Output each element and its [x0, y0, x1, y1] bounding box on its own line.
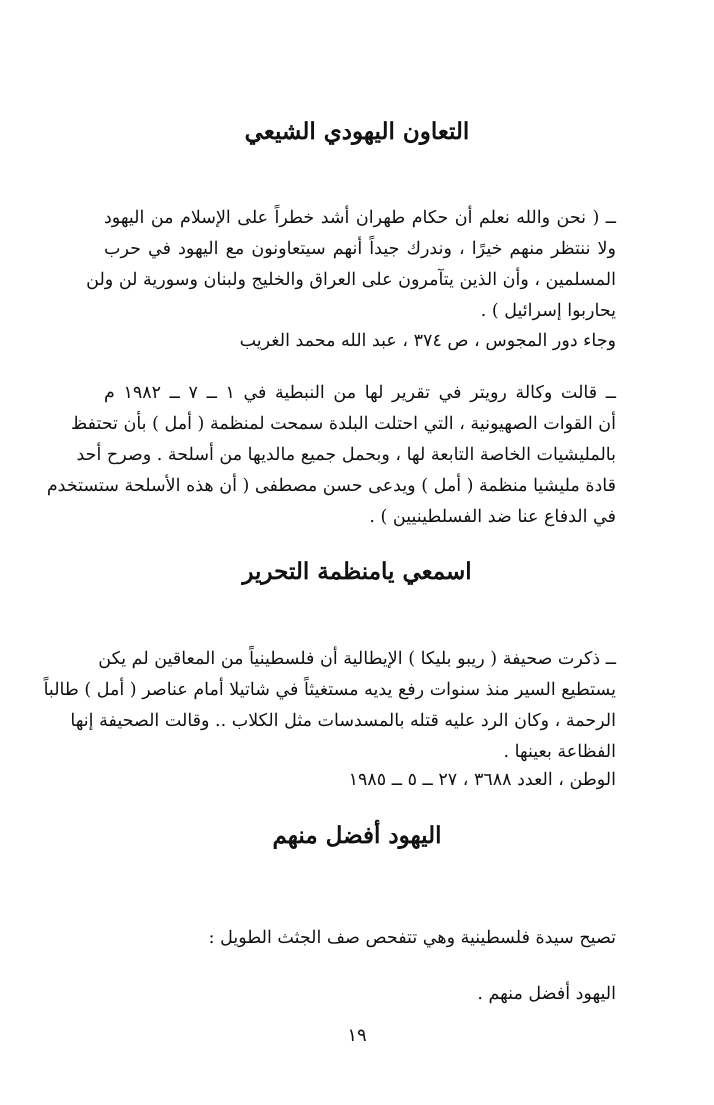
paragraph-line: أن القوات الصهيونية ، التي احتلت البلدة سمحت لمنظمة ( أمل ) بأن تحتفظ [71, 414, 616, 434]
paragraph-line: بالمليشيات الخاصة التابعة لها ، وبحمل جميع مالديها من أسلحة . وصرح أحد [76, 445, 616, 465]
quote-paragraph-tehran [86, 203, 616, 327]
paragraph-line: اليهود أفضل منهم . [477, 984, 616, 1004]
quote-paragraph-reuters [46, 378, 616, 533]
section-heading-jews-better: اليهود أفضل منهم [272, 822, 442, 849]
quote-paragraph-repubblica [43, 644, 616, 768]
quote-paragraph-woman [104, 910, 616, 1022]
paragraph-line: قادة مليشيا منظمة ( أمل ) ويدعى حسن مصطفى ( أن هذه الأسلحة ستستخدم [46, 476, 616, 496]
source-citation: وجاء دور المجوس ، ص ٣٧٤ ، عبد الله محمد الغريب [239, 331, 616, 351]
page-number: ١٩ [347, 1025, 367, 1046]
paragraph-line: الرحمة ، وكان الرد عليه قتله بالمسدسات مثل الكلاب .. وقالت الصحيفة إنها [70, 711, 616, 731]
paragraph-line: تصيح سيدة فلسطينية وهي تتفحص صف الجثث الطويل : [208, 928, 616, 948]
paragraph-line: يستطيع السير منذ سنوات رفع يديه مستغيثاً في شاتيلا أمام عناصر ( أمل ) طالباً [43, 680, 616, 700]
paragraph-line: المسلمين ، وأن الذين يتآمرون على العراق والخليج ولبنان وسورية لن ولن [86, 270, 616, 290]
paragraph-line: يحاربوا إسرائيل ) . [480, 301, 616, 321]
section-heading-plo: اسمعي يامنظمة التحرير [242, 558, 472, 585]
section-heading-cooperation: التعاون اليهودي الشيعي [244, 118, 470, 145]
paragraph-line: الفظاعة بعينها . [503, 742, 616, 762]
paragraph-line: ــ قالت وكالة رويتر في تقرير لها من النبطية في ١ ــ ٧ ــ ١٩٨٢ م [104, 383, 616, 403]
paragraph-line: ــ ذكرت صحيفة ( ريبو بليكا ) الإيطالية أن فلسطينياً من المعاقين لم يكن [98, 649, 616, 669]
paragraph-line: ــ ( نحن والله نعلم أن حكام طهران أشد خطراً على الإسلام من اليهود [104, 208, 616, 228]
source-citation: الوطن ، العدد ٣٦٨٨ ، ٢٧ ــ ٥ ــ ١٩٨٥ [348, 770, 616, 790]
paragraph-line: في الدفاع عنا ضد الفسلطينيين ) . [369, 507, 616, 527]
paragraph-line: ولا ننتظر منهم خيرًا ، وندرك جيداً أنهم سيتعاونون مع اليهود في حرب [104, 239, 616, 259]
